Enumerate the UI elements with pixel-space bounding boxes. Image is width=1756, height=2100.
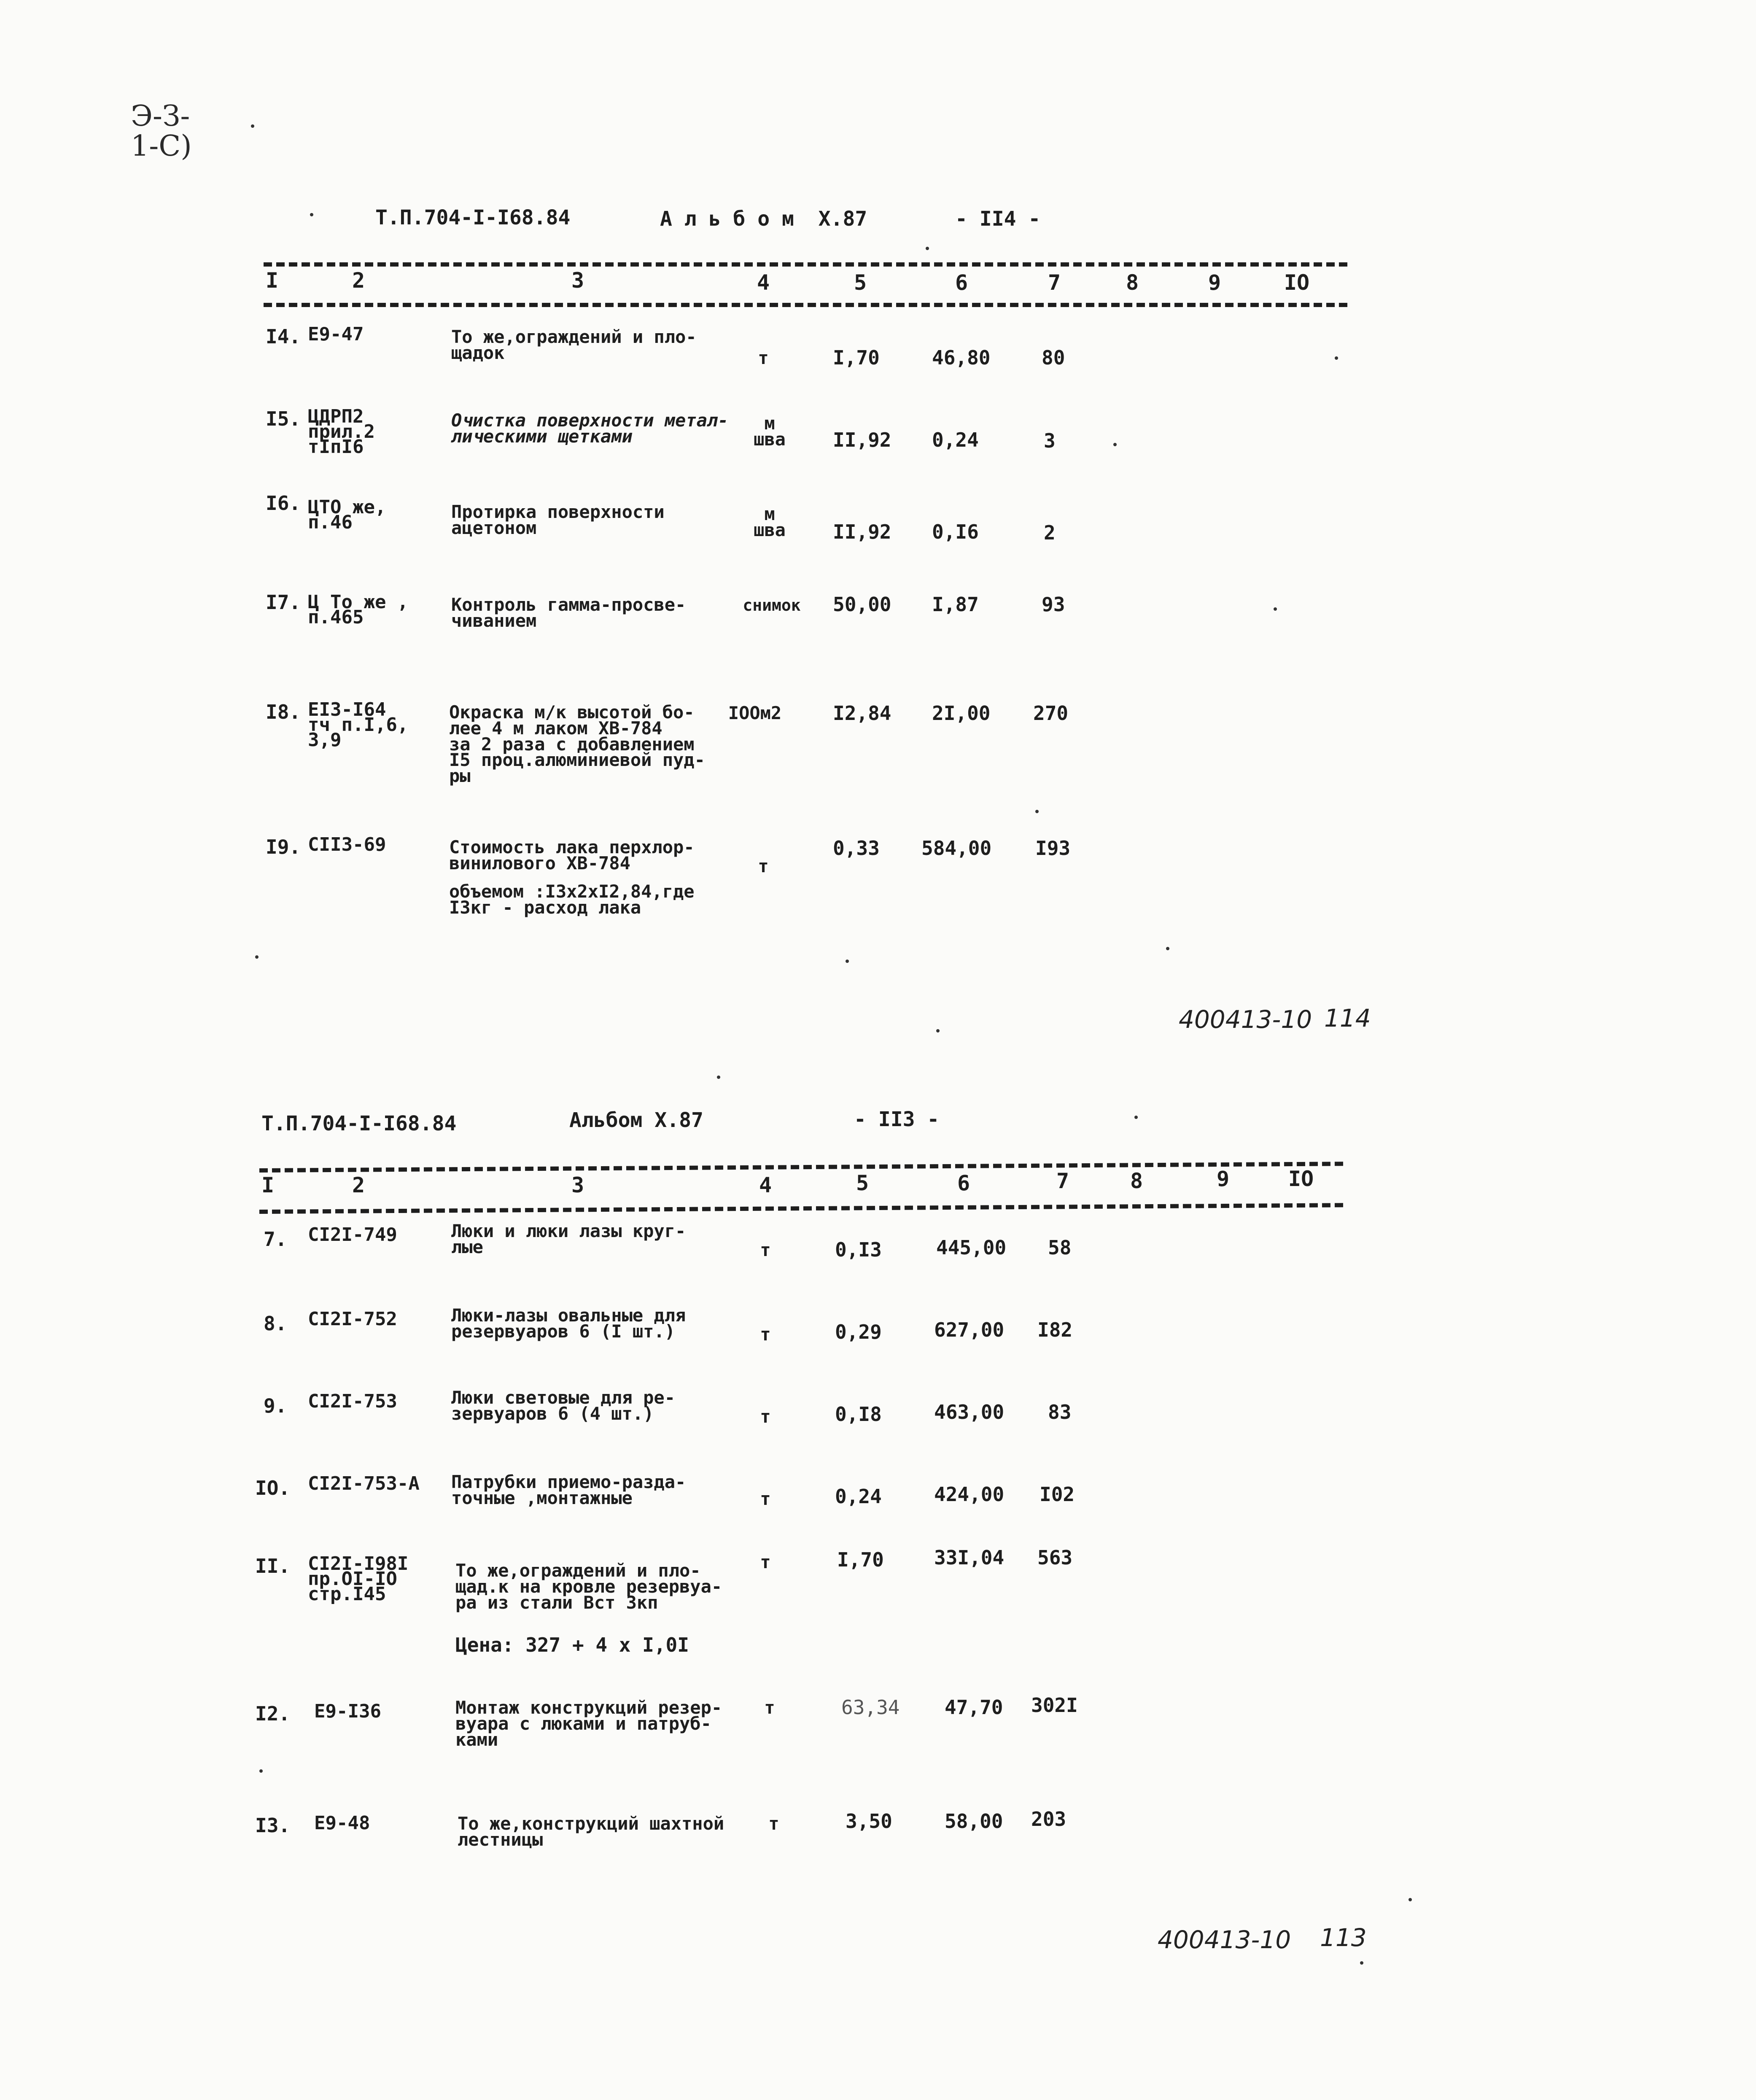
row-number: I4. [266, 325, 301, 348]
speck [1360, 1961, 1363, 1965]
total-cost: 93 [1042, 593, 1065, 616]
total-cost: I02 [1040, 1483, 1075, 1506]
quantity: 0,I3 [835, 1238, 882, 1261]
speck [1113, 443, 1117, 446]
album-label: А л ь б о м X.87 [660, 207, 867, 231]
unit-price: 58,00 [945, 1810, 1003, 1833]
norm-code: E9-47 [308, 323, 364, 345]
col-9-header: 9 [1216, 1167, 1230, 1191]
corner-handwritten-mark [131, 101, 192, 162]
col-9-header: 9 [1208, 270, 1221, 295]
norm-code: CI2I-753 [308, 1391, 397, 1412]
speck [259, 1769, 263, 1773]
unit-price: 463,00 [934, 1401, 1005, 1423]
unit: т [760, 1406, 771, 1427]
unit: т [768, 1813, 779, 1834]
work-description: То же,ограждений и пло- щадок [451, 326, 697, 363]
unit-price: 445,00 [936, 1236, 1007, 1259]
archive-stamp-page: 113 [1320, 1923, 1367, 1952]
corner-mark-line-1: Э-З- [131, 100, 190, 133]
col-10-header: IO [1288, 1167, 1314, 1191]
row-number: II. [255, 1555, 291, 1577]
unit-price: 47,70 [945, 1696, 1003, 1719]
row-number: 9. [264, 1394, 287, 1417]
unit: т [758, 856, 769, 876]
norm-code: ЦДРП2 прил.2 тIпI6 [308, 406, 375, 458]
work-description: Контроль гамма-просве- чиванием [451, 594, 686, 631]
speck [1274, 607, 1277, 611]
work-description: Окраска м/к высотой бо- лее 4 м лаком ХВ-784 за 2 раза с добавлением I5 проц.алюминиевой пуд- ры [449, 702, 705, 787]
quantity: 0,29 [835, 1321, 882, 1343]
quantity: II,92 [833, 520, 891, 543]
total-cost: I82 [1037, 1318, 1073, 1341]
norm-code: CI2I-753-A [308, 1473, 420, 1494]
total-cost: 563 [1037, 1546, 1073, 1569]
total-cost: 203 [1031, 1808, 1067, 1830]
work-description: Люки световые для ре- зервуаров 6 (4 шт.) [451, 1387, 676, 1424]
col-4-header: 4 [759, 1173, 772, 1197]
speck [1409, 1898, 1412, 1901]
work-description: То же,конструкций шахтной лестницы [458, 1813, 724, 1850]
total-cost: 83 [1048, 1401, 1072, 1423]
speck [251, 124, 254, 128]
work-note: Цена: 327 + 4 x I,0I [455, 1634, 689, 1656]
work-description: То же,ограждений и пло- щад.к на кровле резервуа- ра из стали Вст 3кп [455, 1560, 722, 1613]
unit: т [760, 1324, 771, 1345]
quantity: I,70 [837, 1548, 884, 1571]
total-cost: 3 [1044, 429, 1056, 452]
unit: т [764, 1697, 775, 1718]
corner-mark-line-2: 1-С) [131, 129, 192, 163]
row-number: I9. [266, 836, 301, 858]
speck [1134, 1116, 1138, 1119]
work-description: Очистка поверхности метал- лическими щетками [451, 410, 729, 447]
col-8-header: 8 [1126, 270, 1139, 295]
col-3-header: 3 [571, 1173, 584, 1197]
unit: т [760, 1488, 771, 1509]
total-cost: 80 [1042, 346, 1065, 369]
total-cost: 58 [1048, 1236, 1072, 1259]
col-5-header: 5 [854, 270, 867, 295]
table-rule-bottom [259, 1203, 1343, 1214]
col-7-header: 7 [1056, 1169, 1069, 1193]
total-cost: I93 [1035, 837, 1071, 860]
table-rule-top [264, 262, 1347, 267]
total-cost: 302I [1031, 1694, 1078, 1717]
work-description: Люки-лазы овальные для резервуаров 6 (I шт.) [451, 1305, 686, 1342]
speck [846, 960, 849, 963]
quantity: 0,I8 [835, 1403, 882, 1426]
norm-code: ЦТО же, п.46 [308, 496, 386, 534]
speck [255, 955, 259, 959]
work-description: Люки и люки лазы круг- лые [451, 1221, 686, 1257]
work-description: Монтаж конструкций резер- вуара с люками и патруб- ками [455, 1697, 722, 1750]
row-number: I5. [266, 407, 301, 430]
row-number: I3. [255, 1814, 291, 1837]
speck [1035, 810, 1039, 813]
row-number: 7. [264, 1228, 287, 1251]
work-description: Протирка поверхности ацетоном [451, 501, 665, 538]
row-number: I8. [266, 701, 301, 723]
speck [310, 213, 313, 216]
col-2-header: 2 [352, 1173, 365, 1197]
speck [1335, 356, 1338, 360]
speck [936, 1029, 940, 1032]
quantity: 0,33 [833, 837, 880, 860]
quantity: 50,00 [833, 593, 891, 616]
unit: снимок [743, 596, 801, 615]
col-6-header: 6 [955, 270, 968, 295]
norm-code: EI3-I64 тч п.I,6, 3,9 [308, 699, 409, 751]
unit: IOOм2 [728, 703, 782, 723]
norm-code: CI2I-749 [308, 1224, 397, 1245]
col-5-header: 5 [856, 1171, 869, 1195]
col-7-header: 7 [1048, 270, 1061, 295]
unit-price: 627,00 [934, 1318, 1005, 1341]
unit-price: 424,00 [934, 1483, 1005, 1506]
unit: т [760, 1240, 771, 1260]
table-rule-top [259, 1162, 1343, 1173]
unit: м шва [754, 504, 786, 540]
speck [717, 1076, 720, 1079]
unit: м шва [754, 413, 786, 450]
unit-price: 33I,04 [934, 1546, 1005, 1569]
quantity: 3,50 [846, 1810, 892, 1833]
col-6-header: 6 [957, 1171, 970, 1195]
archive-stamp-code: 400413-10 [1158, 1925, 1291, 1954]
unit-price: 46,80 [932, 346, 991, 369]
page-number: - II4 - [955, 207, 1041, 231]
work-description: Стоимость лака перхлор- винилового ХВ-784 [449, 837, 695, 873]
col-1-header: I [261, 1173, 275, 1197]
archive-stamp-page: 114 [1324, 1004, 1371, 1032]
row-number: IO. [255, 1477, 291, 1499]
work-note: объемом :I3x2xI2,84,где I3кг - расход лака [449, 881, 695, 918]
norm-code: E9-48 [314, 1812, 370, 1834]
unit-price: 584,00 [921, 837, 992, 860]
speck [1166, 947, 1169, 950]
norm-code: CI2I-752 [308, 1308, 397, 1330]
col-2-header: 2 [352, 268, 365, 293]
archive-stamp-code: 400413-10 [1179, 1005, 1312, 1034]
unit-price: 0,I6 [932, 520, 979, 543]
norm-code: E9-I36 [314, 1701, 381, 1722]
quantity: I2,84 [833, 702, 891, 725]
col-10-header: IO [1284, 270, 1310, 295]
col-8-header: 8 [1130, 1169, 1143, 1193]
unit-price: I,87 [932, 593, 979, 616]
doc-code: Т.П.704-I-I68.84 [375, 206, 571, 229]
table-rule-bottom [264, 303, 1347, 307]
quantity: II,92 [833, 429, 891, 451]
total-cost: 2 [1044, 521, 1056, 544]
work-description: Патрубки приемо-разда- точные ,монтажные [451, 1472, 686, 1508]
album-label: Альбом X.87 [569, 1108, 703, 1132]
unit-price: 0,24 [932, 429, 979, 451]
row-number: I6. [266, 492, 301, 515]
norm-code: Ц То же , п.465 [308, 591, 409, 628]
col-4-header: 4 [757, 270, 770, 295]
row-number: 8. [264, 1312, 287, 1335]
unit-price: 2I,00 [932, 702, 991, 725]
row-number: I2. [255, 1702, 291, 1725]
norm-code: CII3-69 [308, 834, 386, 855]
quantity: 0,24 [835, 1485, 882, 1508]
col-1-header: I [265, 268, 279, 293]
col-3-header: 3 [571, 268, 584, 293]
page-number: - II3 - [854, 1108, 940, 1131]
doc-code: Т.П.704-I-I68.84 [261, 1112, 457, 1135]
row-number: I7. [266, 591, 301, 614]
quantity: I,70 [833, 346, 880, 369]
norm-code: CI2I-I98I пр.OI-IO стр.I45 [308, 1553, 409, 1605]
total-cost: 270 [1033, 702, 1069, 725]
unit: т [758, 348, 769, 368]
quantity: 63,34 [841, 1696, 900, 1719]
unit: т [760, 1552, 771, 1572]
speck [926, 247, 929, 250]
